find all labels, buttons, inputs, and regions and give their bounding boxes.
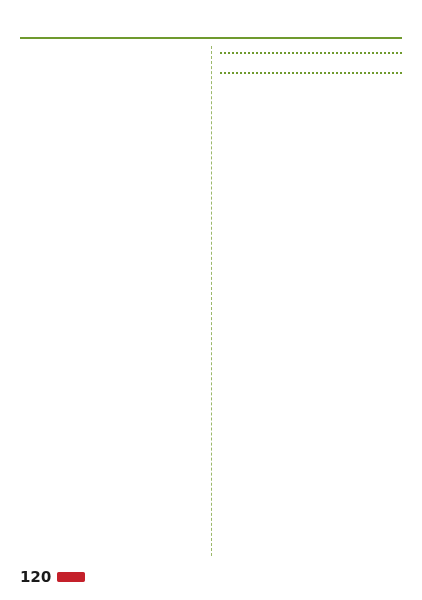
- column-divider: [211, 46, 212, 556]
- page-header: [0, 0, 422, 44]
- question-highlight-box: [220, 52, 402, 74]
- page-footer: [20, 566, 91, 588]
- page-number: 120: [20, 568, 52, 586]
- left-column: [20, 46, 202, 546]
- header-rule: [20, 37, 402, 39]
- magazine-logo-icon: [57, 572, 85, 582]
- right-column: [220, 46, 402, 546]
